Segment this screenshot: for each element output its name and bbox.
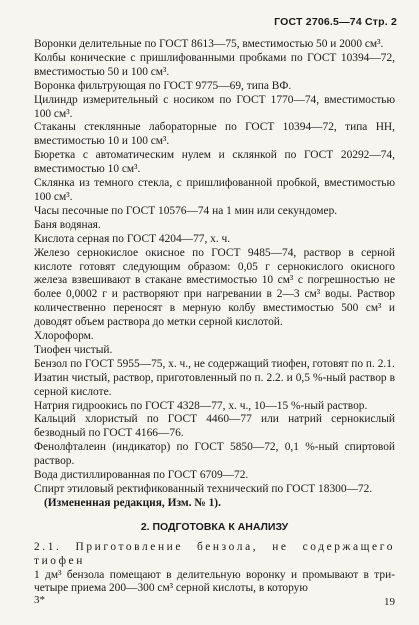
paragraph: Кислота серная по ГОСТ 4204—77, х. ч.	[34, 232, 231, 245]
paragraph: Склянка из темного стекла, с пришлифованной пробкой, вместимостью 100 см³.	[34, 177, 395, 203]
footer-mark: 3*	[34, 594, 45, 606]
paragraph: Натрия гидроокись по ГОСТ 4328—77, х. ч., 10—15 %-ный раствор.	[34, 399, 368, 412]
paragraph: Цилиндр измерительный с носиком по ГОСТ 1770—74, вместимостью 100 см³.	[34, 93, 395, 120]
paragraph: Железо сернокислое окисное по ГОСТ 9485—74, раствор в серной кислоте готовят следующим образом: 0,05 г сернокислого окисного железа взвешивают в стакане вместимостью 10 см³ с погрешностью не более 0,0002 г и растворяют при нагревании в 2—3 см³ воды. Раствор количественно переносят в мерную колбу вместимостью 500 см³ и доводят объем раствора до метки серной кислотой.	[34, 246, 395, 329]
paragraph: Воронки делительные по ГОСТ 8613—75, вместимостью 50 и 2000 см³.	[34, 38, 384, 50]
paragraph: Тиофен чистый.	[34, 343, 113, 356]
paragraph: Бюретка с автоматическим нулем и склянкой по ГОСТ 20292—74, вместимостью 10 см³.	[34, 149, 395, 176]
subsection-heading: 2.1. Приготовление бензола, не содержащего тиофен	[34, 540, 395, 567]
document-body	[34, 38, 395, 596]
section-title: 2. ПОДГОТОВКА К АНАЛИЗУ	[140, 520, 289, 533]
paragraph: Фенолфталеин (индикатор) по ГОСТ 5850—72, 0,1 %-ный спиртовой раствор.	[34, 441, 395, 468]
paragraph: Стаканы стеклянные лабораторные по ГОСТ 10394—72, типа НН, вместимостью 10 и 100 см³.	[34, 121, 395, 148]
paragraph: Спирт этиловый ректификованный технический по ГОСТ 18300—72.	[34, 483, 373, 495]
page-header: ГОСТ 2706.5—74 Стр. 2	[274, 16, 397, 28]
paragraph: Баня водяная.	[34, 218, 101, 231]
spacer	[34, 511, 395, 521]
page-number: 19	[384, 596, 395, 608]
paragraph: Изатин чистый, раствор, приготовленный по п. 2.2. и 0,5 %-ный раствор в серной кислоте.	[34, 371, 395, 398]
paragraph: Воронка фильтрующая по ГОСТ 9775—69, типа ВФ.	[34, 79, 292, 92]
edition-note: (Измененная редакция, Изм. № 1).	[44, 496, 221, 509]
paragraph: Вода дистиллированная по ГОСТ 6709—72.	[34, 469, 249, 482]
paragraph: Колбы конические с пришлифованными пробками по ГОСТ 10394—72, вместимостью 50 и 100 см³.	[34, 51, 395, 78]
subsection-text: 1 дм³ бензола помещают в делительную воронку и промывают в три-четыре приема 200—300 см³ серной кислоты, в которую	[34, 568, 395, 595]
paragraph: Хлороформ.	[34, 330, 94, 343]
paragraph: Кальций хлористый по ГОСТ 4460—77 или натрий сернокислый безводный по ГОСТ 4166—76.	[34, 413, 395, 440]
paragraph: Часы песочные по ГОСТ 10576—74 на 1 мин или секундомер.	[34, 204, 338, 217]
paragraph: Бензол по ГОСТ 5955—75, х. ч., не содержащий тиофен, готовят по п. 2.1.	[34, 357, 395, 370]
